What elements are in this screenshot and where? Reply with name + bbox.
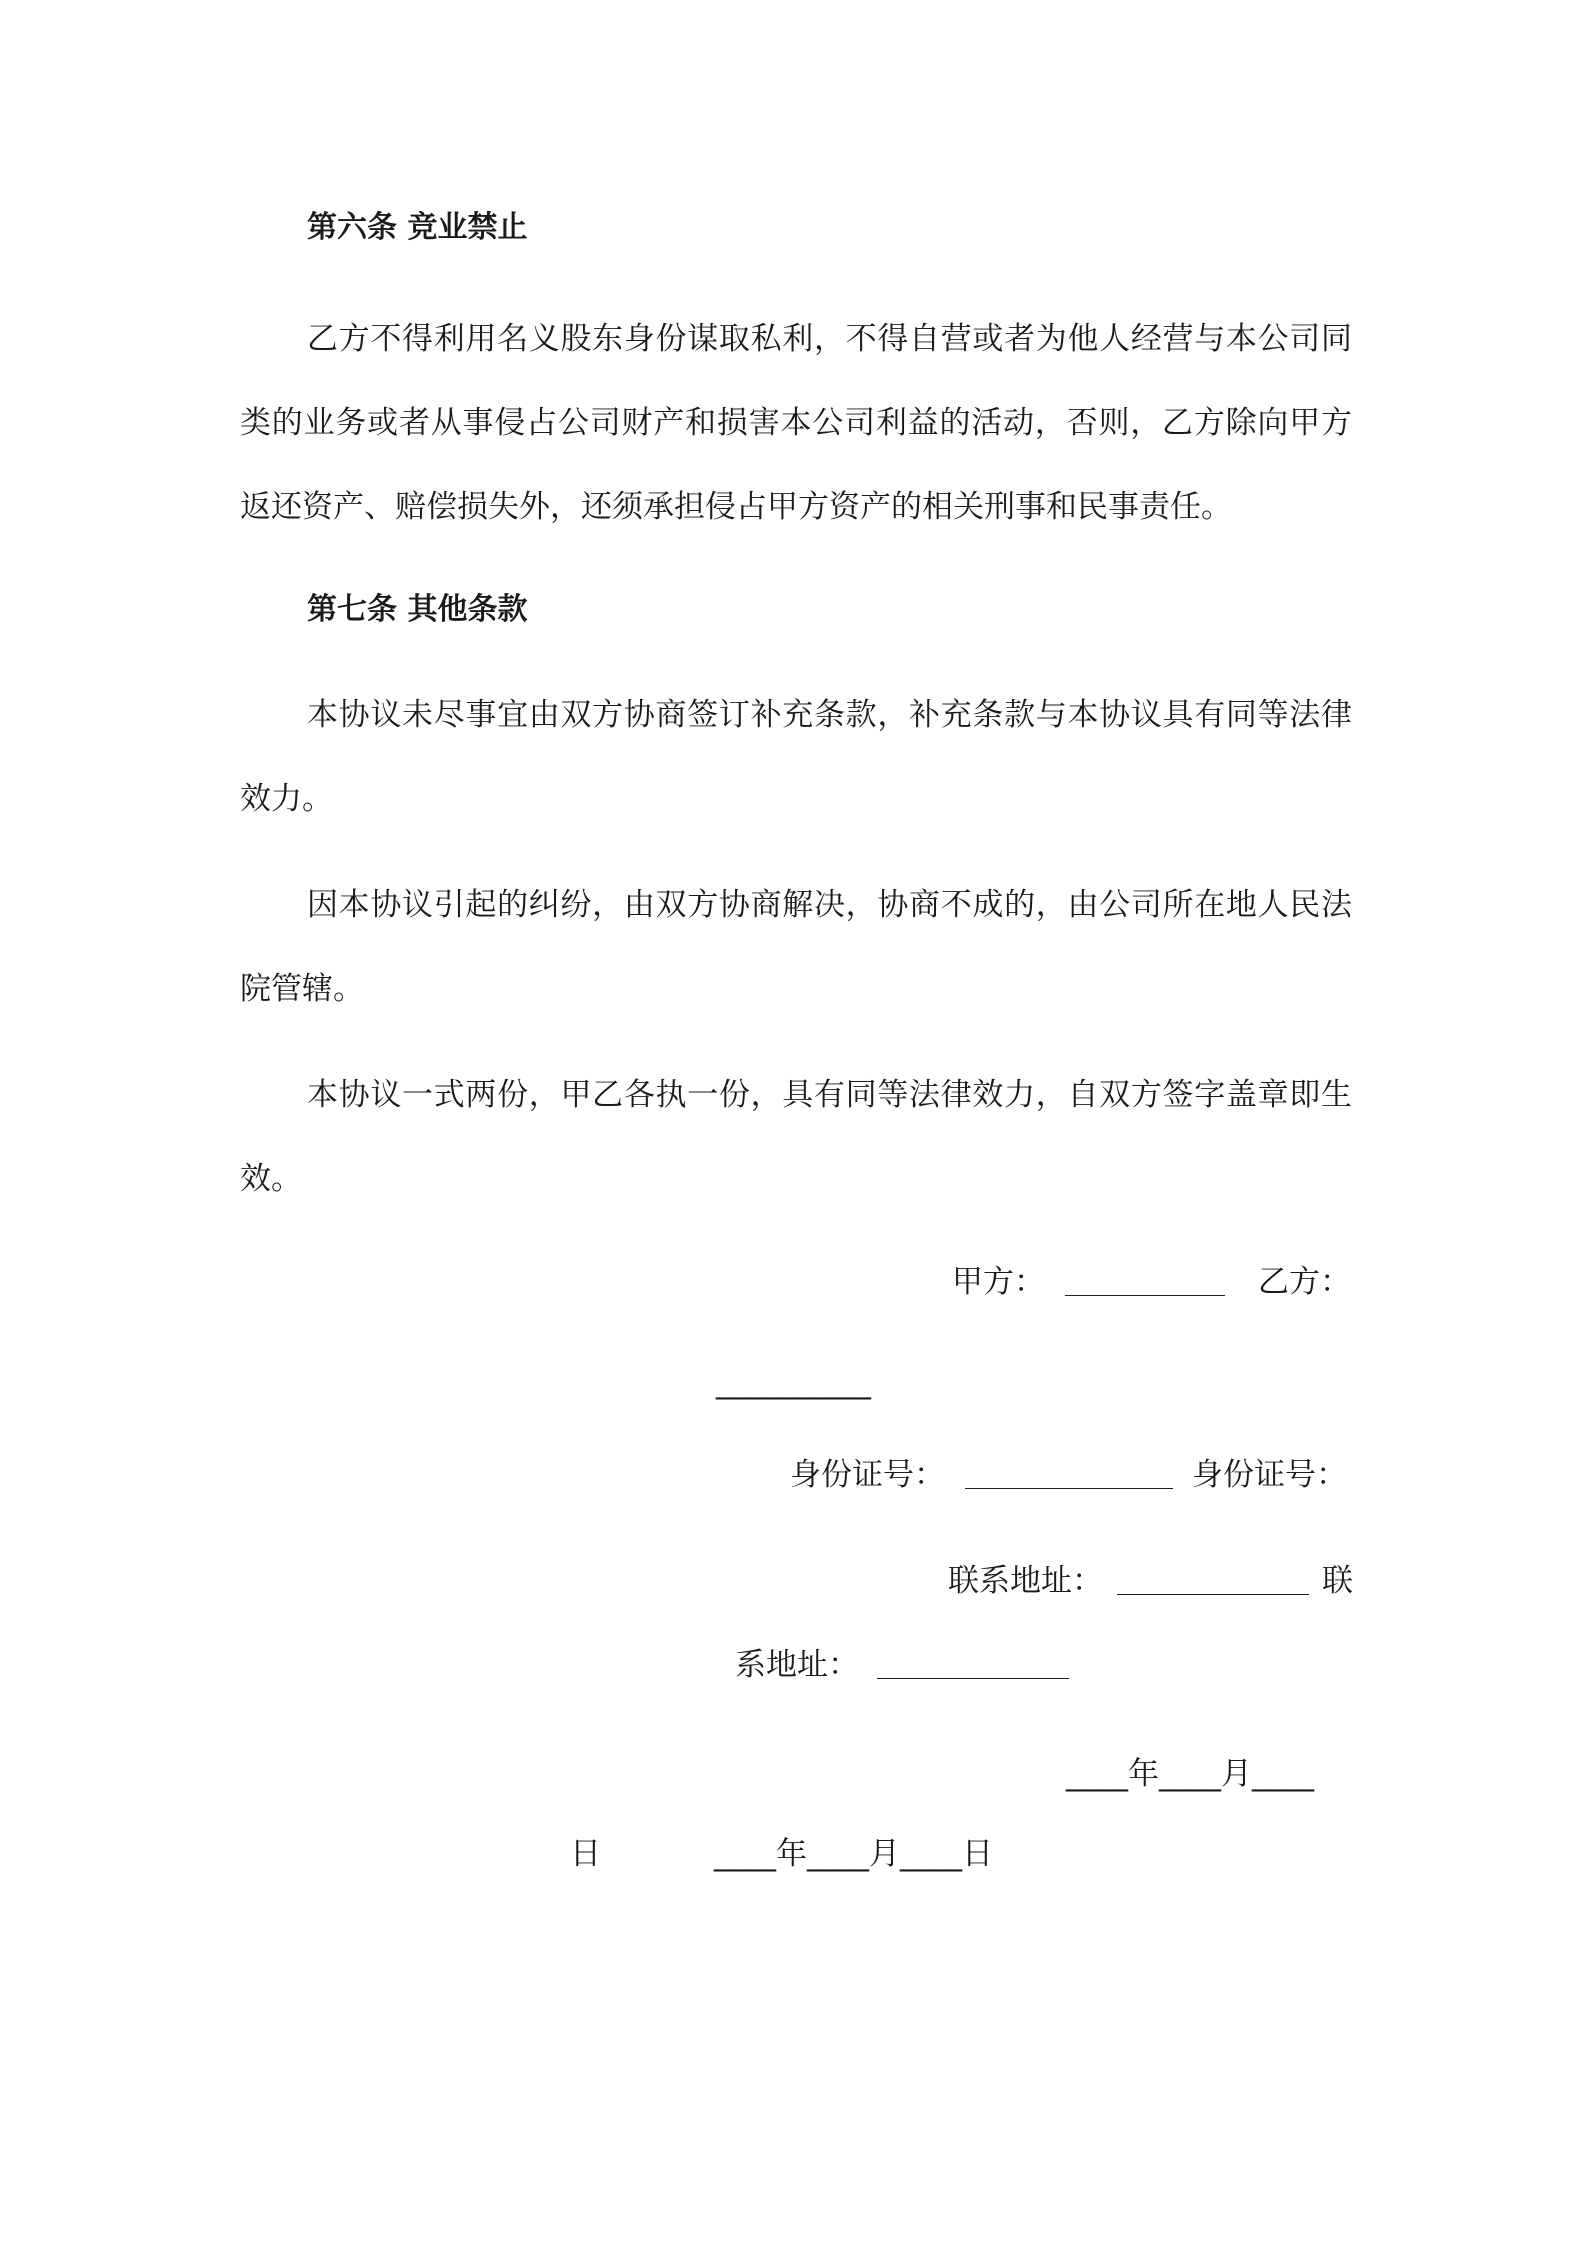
- party-b-signature-line: __________: [716, 1364, 871, 1400]
- party-b-address-row: [735, 1645, 1069, 1685]
- party-a-address-row: [948, 1561, 1309, 1601]
- party-a-id-row: [790, 1455, 1173, 1495]
- party-a-id-label: 身份证号：: [790, 1457, 945, 1493]
- party-a-signature-line: [1065, 1265, 1225, 1296]
- party-a-row: [952, 1262, 1225, 1302]
- party-a-id-line: [965, 1458, 1173, 1489]
- party-a-address-label: 联系地址：: [948, 1563, 1103, 1599]
- party-b-address-label-start: 联: [1322, 1563, 1353, 1599]
- article-7-paragraph-1: 本协议未尽事宜由双方协商签订补充条款，补充条款与本协议具有同等法律效力。: [240, 697, 1352, 817]
- article-6-body: 乙方不得利用名义股东身份谋取私利，不得自营或者为他人经营与本公司同类的业务或者从事侵占公司财产和损害本公司利益的活动，否则，乙方除向甲方返还资产、赔偿损失外，还须承担侵占甲方资产的相关刑事和民事责任。: [240, 321, 1352, 525]
- party-b-address-label-end: 系地址：: [735, 1647, 859, 1683]
- party-b-date: ____年____月____日: [714, 1836, 993, 1872]
- article-6-heading: 第六条 竞业禁止: [307, 210, 528, 245]
- party-a-date: ____年____月____: [1066, 1756, 1314, 1792]
- article-7-paragraph-3: 本协议一式两份，甲乙各执一份，具有同等法律效力，自双方签字盖章即生效。: [240, 1077, 1352, 1197]
- party-b-address-line: [877, 1648, 1069, 1679]
- party-a-date-end: 日: [570, 1836, 601, 1872]
- party-a-address-line: [1117, 1564, 1309, 1595]
- party-b-id-label: 身份证号：: [1192, 1457, 1347, 1493]
- party-a-label: 甲方：: [952, 1264, 1045, 1300]
- article-7-heading: 第七条 其他条款: [307, 592, 528, 627]
- party-b-label: 乙方：: [1258, 1264, 1351, 1300]
- article-7-paragraph-2: 因本协议引起的纠纷，由双方协商解决，协商不成的，由公司所在地人民法院管辖。: [240, 887, 1352, 1007]
